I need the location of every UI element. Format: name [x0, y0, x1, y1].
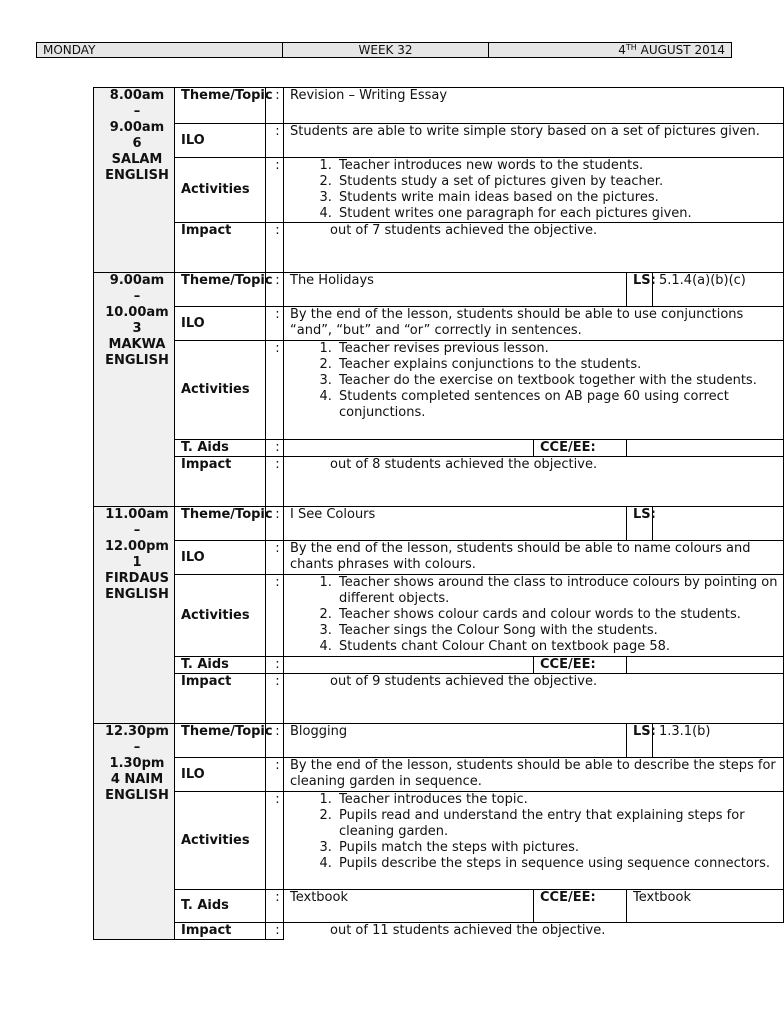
list-item: 4. Students chant Colour Chant on textbook page 58.	[336, 639, 783, 655]
activities-label: Activities	[175, 792, 266, 890]
cce-value	[627, 440, 784, 457]
header-date: 4TH AUGUST 2014	[618, 43, 725, 57]
ls-label: LS:	[627, 273, 653, 307]
theme-value: Revision – Writing Essay	[284, 88, 784, 124]
list-item: 4. Pupils describe the steps in sequence using sequence connectors.	[336, 856, 783, 872]
header-week: WEEK 32	[283, 43, 489, 57]
taids-label: T. Aids	[175, 657, 266, 674]
taids-label: T. Aids	[175, 890, 266, 923]
list-item: 1. Teacher introduces new words to the students.	[336, 158, 783, 174]
list-item: 4. Student writes one paragraph for each pictures given.	[336, 206, 783, 222]
ls-label: LS:	[627, 724, 653, 758]
list-item: 3. Teacher sings the Colour Song with the students.	[336, 623, 783, 639]
lesson-time-cell: 12.30pm – 1.30pm 4 NAIM ENGLISH	[94, 724, 175, 940]
theme-value: Blogging	[284, 724, 627, 758]
ls-value	[653, 507, 784, 541]
impact-label: Impact	[175, 674, 266, 724]
taids-value	[284, 440, 534, 457]
list-item: 3. Students write main ideas based on the pictures.	[336, 190, 783, 206]
theme-label: Theme/Topic	[175, 273, 266, 307]
theme-value: The Holidays	[284, 273, 627, 307]
ilo-label: ILO	[175, 124, 266, 158]
lesson-time-cell: 9.00am – 10.00am 3 MAKWA ENGLISH	[94, 273, 175, 507]
taids-label: T. Aids	[175, 440, 266, 457]
ilo-value: Students are able to write simple story based on a set of pictures given.	[284, 124, 784, 158]
activities-label: Activities	[175, 341, 266, 440]
lesson-plan-table: 8.00am – 9.00am 6 SALAM ENGLISH Theme/Topic : Revision – Writing Essay ILO : Students are able to write simple story based on a set of pictures given. Activities : 1. Teacher introduces new words to the students. 2. Students study a set of pictures given by teacher. 3. Students write main ideas based on the pictures. 4. Student writes one paragraph for each pictures given. Impact : out of 7 students achieved the objective. 9.00am – 10.00am 3 MAKWA ENGLISH Theme/Topic : The Holidays LS: 5.1.4(a)(b)(c) ILO : By the end of the lesson, students should be able to use conjunctions “and”, “but” and “or” correctly in sentences. Activities : 1. Teacher revises previous lesson. 2. Teacher explains conjunctions to the students. 3. Teacher do the exercise on textbook together with the students. 4. Students completed sentences on AB page 60 using correct conjunctions. T. Aids : CCE/EE: Impact : out of 8 students achieved the objective. 11.00am – 12.00pm 1 FIRDAUS ENGLISH Theme/Topic : I See Colours LS: ILO : By the end of the lesson, students should be able to name colours and chants phrases with colours. Activities : 1. Teacher shows around the class to introduce colours by pointing on different objects. 2. Teacher shows colour cards and colour words to the students. 3. Teacher sings the Colour Song with the students. 4. Students chant Colour Chant on textbook page 58. T. Aids : CCE/EE: Impact : out of 9 students achieved the objective. 12.30pm – 1.30pm 4 NAIM ENGLISH Theme/Topic : Blogging LS: 1.3.1(b) ILO : By the end of the lesson, students should be able to describe the steps for cleaning garden in sequence. Activities : 1. Teacher introduces the topic. 2. Pupils read and understand the entry that explaining steps for cleaning garden. 3. Pupils match the steps with pictures. 4. Pupils describe the steps in sequence using sequence connectors. T. Aids : Textbook CCE/EE: Textbook Impact : out of 11 students achieved the objective.	[93, 87, 784, 940]
impact-label: Impact	[175, 223, 266, 273]
header-day: MONDAY	[37, 43, 283, 57]
impact-value: out of 8 students achieved the objective.	[284, 457, 784, 507]
ilo-value: By the end of the lesson, students should be able to name colours and chants phrases with colours.	[284, 541, 784, 575]
cce-label: CCE/EE:	[534, 890, 627, 923]
lesson-time-cell: 11.00am – 12.00pm 1 FIRDAUS ENGLISH	[94, 507, 175, 724]
activities-list	[284, 575, 784, 657]
lesson-time-cell: 8.00am – 9.00am 6 SALAM ENGLISH	[94, 88, 175, 273]
lesson-row-theme: 8.00am – 9.00am 6 SALAM ENGLISH Theme/Topic : Revision – Writing Essay	[94, 88, 784, 124]
impact-label: Impact	[175, 923, 266, 940]
ilo-value: By the end of the lesson, students should be able to use conjunctions “and”, “but” and “or” correctly in sentences.	[284, 307, 784, 341]
cce-value: Textbook	[627, 890, 784, 923]
activities-list	[284, 158, 784, 223]
ls-value: 5.1.4(a)(b)(c)	[653, 273, 784, 307]
list-item: 1. Teacher shows around the class to introduce colours by pointing on different objects.	[336, 575, 783, 607]
taids-value	[284, 657, 534, 674]
theme-label: Theme/Topic	[175, 88, 266, 124]
impact-value: out of 9 students achieved the objective.	[284, 674, 784, 724]
theme-label: Theme/Topic	[175, 507, 266, 541]
ilo-value: By the end of the lesson, students should be able to describe the steps for cleaning garden in sequence.	[284, 758, 784, 792]
activities-label: Activities	[175, 158, 266, 223]
list-item: 2. Pupils read and understand the entry that explaining steps for cleaning garden.	[336, 808, 783, 840]
list-item: 2. Students study a set of pictures given by teacher.	[336, 174, 783, 190]
activities-list	[284, 792, 784, 890]
taids-value: Textbook	[284, 890, 534, 923]
list-item: 3. Pupils match the steps with pictures.	[336, 840, 783, 856]
impact-value: out of 11 students achieved the objective.	[284, 923, 784, 940]
list-item: 2. Teacher shows colour cards and colour words to the students.	[336, 607, 783, 623]
ls-value: 1.3.1(b)	[653, 724, 784, 758]
activities-label: Activities	[175, 575, 266, 657]
ilo-label: ILO	[175, 758, 266, 792]
cce-label: CCE/EE:	[534, 657, 627, 674]
theme-value: I See Colours	[284, 507, 627, 541]
theme-label: Theme/Topic	[175, 724, 266, 758]
list-item: 1. Teacher introduces the topic.	[336, 792, 783, 808]
ilo-label: ILO	[175, 307, 266, 341]
list-item: 2. Teacher explains conjunctions to the students.	[336, 357, 783, 373]
list-item: 1. Teacher revises previous lesson.	[336, 341, 783, 357]
header-bar	[36, 42, 732, 58]
activities-list	[284, 341, 784, 440]
cce-value	[627, 657, 784, 674]
cce-label: CCE/EE:	[534, 440, 627, 457]
impact-value: out of 7 students achieved the objective.	[284, 223, 784, 273]
list-item: 3. Teacher do the exercise on textbook together with the students.	[336, 373, 783, 389]
ilo-label: ILO	[175, 541, 266, 575]
list-item: 4. Students completed sentences on AB page 60 using correct conjunctions.	[336, 389, 783, 421]
impact-label: Impact	[175, 457, 266, 507]
ls-label: LS:	[627, 507, 653, 541]
